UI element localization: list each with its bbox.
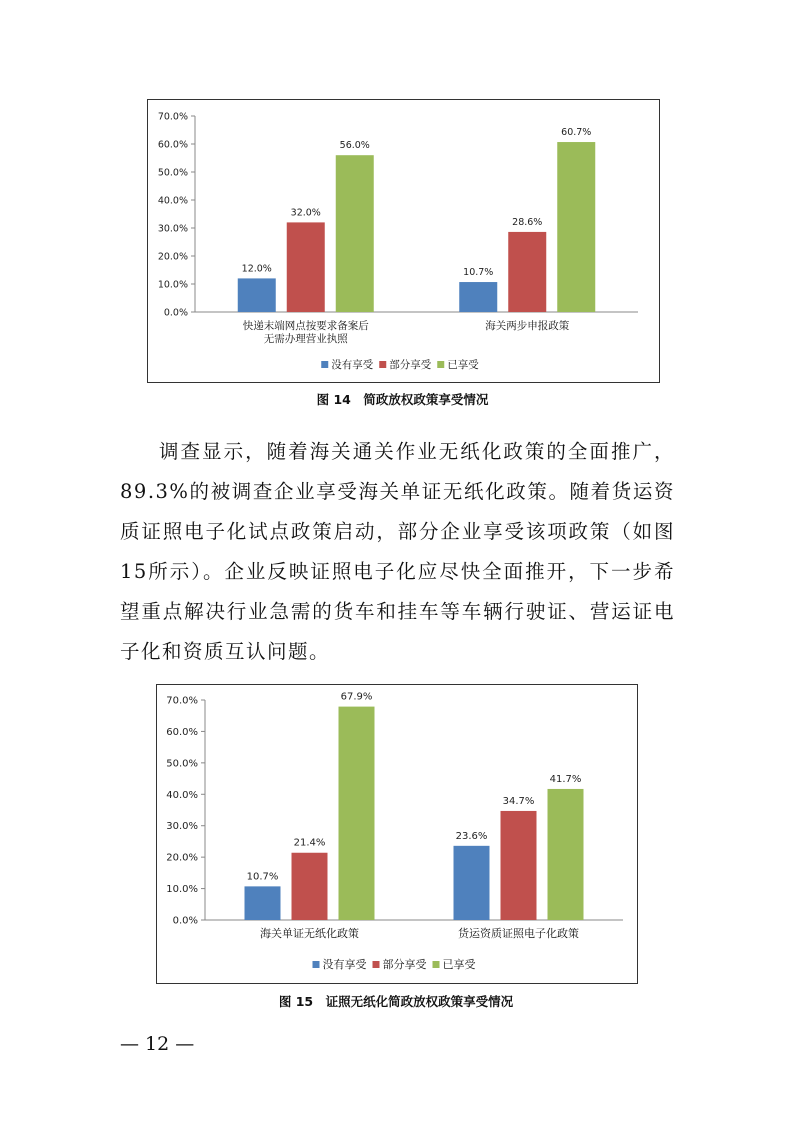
fig15-category-label: 海关单证无纸化政策 [260, 927, 359, 940]
figure-14-chart [147, 99, 660, 383]
fig14-bar [287, 222, 325, 312]
figure-15-chart [156, 684, 638, 984]
fig15-y-tick-label: 0.0% [172, 915, 198, 927]
fig15-data-label: 67.9% [340, 691, 373, 703]
fig14-y-tick-label: 10.0% [157, 279, 188, 291]
fig14-data-label: 32.0% [290, 207, 321, 219]
fig15-data-label: 21.4% [293, 837, 326, 849]
fig15-y-tick-label: 60.0% [166, 726, 198, 738]
fig14-y-tick-label: 60.0% [157, 139, 188, 151]
fig14-bar [336, 155, 374, 312]
fig15-legend-label: 已享受 [442, 958, 476, 971]
figure-14-caption: 图 14 简政放权政策享受情况 [316, 392, 489, 407]
fig15-legend-swatch [313, 961, 320, 968]
fig15-y-tick-label: 40.0% [166, 789, 198, 801]
fig14-category-label: 海关两步申报政策 [485, 320, 570, 332]
fig14-legend-label: 没有享受 [331, 359, 374, 371]
fig14-legend-swatch [321, 361, 328, 368]
fig14-y-tick-label: 40.0% [157, 195, 188, 207]
fig15-bar [501, 811, 537, 920]
body-paragraph: 调查显示，随着海关通关作业无纸化政策的全面推广，89.3%的被调查企业享受海关单证无纸化政策。随着货运资质证照电子化试点政策启动，部分企业享受该项政策（如图15所示）。企业反映证照电子化应尽快全面推开，下一步希望重点解决行业急需的货车和挂车等车辆行驶证、营运证电子化和资质互认问题。 [120, 440, 675, 663]
fig15-y-tick-label: 70.0% [166, 695, 198, 707]
fig14-y-tick-label: 30.0% [157, 223, 188, 235]
fig15-bar [548, 789, 584, 920]
fig15-bar [454, 846, 490, 920]
fig14-data-label: 56.0% [339, 140, 370, 152]
fig14-legend-swatch [437, 361, 444, 368]
fig14-y-tick-label: 20.0% [157, 251, 188, 263]
figure-15-svg [157, 685, 637, 983]
fig14-bar [557, 142, 595, 312]
fig14-legend-label: 部分享受 [389, 359, 432, 371]
fig15-legend-label: 部分享受 [382, 958, 427, 971]
fig15-y-tick-label: 30.0% [166, 821, 198, 833]
fig15-y-tick-label: 20.0% [166, 852, 198, 864]
fig14-y-tick-label: 0.0% [163, 307, 188, 319]
fig14-bar [238, 278, 276, 312]
fig15-category-label: 货运资质证照电子化政策 [458, 927, 579, 940]
fig15-y-tick-label: 50.0% [166, 758, 198, 770]
fig15-data-label: 10.7% [246, 871, 279, 883]
fig14-y-tick-label: 70.0% [157, 111, 188, 123]
fig15-data-label: 41.7% [549, 773, 582, 785]
figure-14-svg [148, 100, 659, 382]
fig15-legend-swatch [433, 961, 440, 968]
fig14-category-label: 无需办理营业执照 [263, 333, 348, 345]
fig15-bar [339, 707, 375, 920]
fig14-bar [508, 232, 546, 312]
fig15-data-label: 23.6% [455, 830, 488, 842]
fig14-data-label: 28.6% [512, 216, 543, 228]
fig14-legend-label: 已享受 [447, 359, 479, 371]
fig14-data-label: 12.0% [241, 263, 272, 275]
fig15-bar [245, 886, 281, 920]
fig15-data-label: 34.7% [502, 795, 535, 807]
page-number: — 12 — [120, 1033, 195, 1055]
fig15-bar [292, 853, 328, 920]
fig15-legend-swatch [373, 961, 380, 968]
fig14-category-label: 快递末端网点按要求备案后 [242, 320, 369, 332]
figure-15-caption: 图 15 证照无纸化简政放权政策享受情况 [278, 994, 514, 1009]
fig14-y-tick-label: 50.0% [157, 167, 188, 179]
fig14-legend-swatch [379, 361, 386, 368]
fig15-y-tick-label: 10.0% [166, 884, 198, 896]
fig15-legend-label: 没有享受 [322, 958, 367, 971]
fig14-data-label: 10.7% [463, 267, 494, 279]
fig14-data-label: 60.7% [561, 127, 592, 139]
fig14-bar [459, 282, 497, 312]
